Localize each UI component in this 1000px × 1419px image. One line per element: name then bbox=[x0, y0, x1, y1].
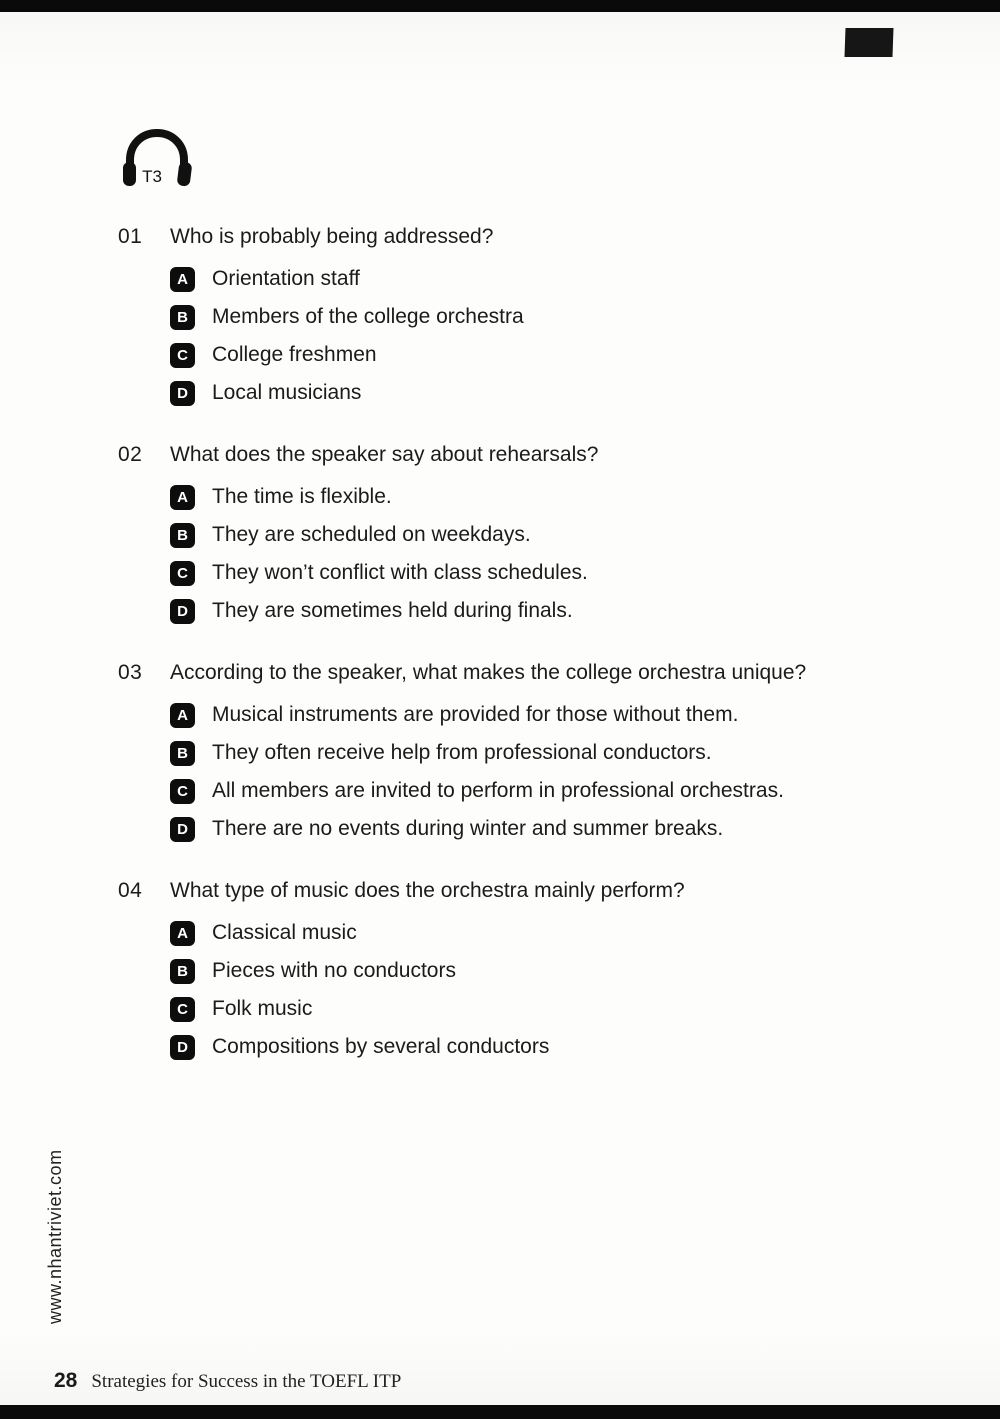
option-row bbox=[170, 696, 898, 734]
bottom-scan-bar bbox=[0, 1405, 1000, 1419]
option-text: The time is flexible. bbox=[212, 485, 392, 508]
page-content bbox=[118, 126, 898, 1066]
option-row bbox=[170, 298, 898, 336]
question-number: 04 bbox=[118, 879, 143, 902]
question-body bbox=[170, 436, 898, 630]
option-badge: B bbox=[170, 741, 195, 766]
option-text: Members of the college orchestra bbox=[212, 305, 524, 328]
option-row bbox=[170, 374, 898, 412]
question-body bbox=[170, 654, 898, 848]
option-badge: D bbox=[170, 381, 195, 406]
option-text: Orientation staff bbox=[212, 267, 360, 290]
question-text: What does the speaker say about rehearsals? bbox=[170, 443, 599, 466]
option-text: Musical instruments are provided for those without them. bbox=[212, 703, 739, 726]
option-row bbox=[170, 990, 898, 1028]
option-text: Local musicians bbox=[212, 381, 362, 404]
question-body bbox=[170, 218, 898, 412]
option-row bbox=[170, 734, 898, 772]
question-body bbox=[170, 872, 898, 1066]
option-text: Pieces with no conductors bbox=[212, 959, 456, 982]
track-label: T3 bbox=[142, 167, 162, 186]
headphones-icon bbox=[118, 126, 196, 192]
book-title: Strategies for Success in the TOEFL ITP bbox=[91, 1371, 402, 1392]
question-item bbox=[118, 654, 898, 848]
top-scan-bar bbox=[0, 0, 1000, 12]
option-row bbox=[170, 516, 898, 554]
option-text: All members are invited to perform in professional orchestras. bbox=[212, 779, 784, 802]
option-badge: C bbox=[170, 561, 195, 586]
option-row bbox=[170, 772, 898, 810]
option-badge: A bbox=[170, 921, 195, 946]
option-badge: A bbox=[170, 267, 195, 292]
option-text: College freshmen bbox=[212, 343, 377, 366]
option-row bbox=[170, 952, 898, 990]
option-text: They won’t conflict with class schedules. bbox=[212, 561, 588, 584]
option-badge: C bbox=[170, 779, 195, 804]
question-number: 01 bbox=[118, 225, 143, 248]
option-row bbox=[170, 914, 898, 952]
question-text: According to the speaker, what makes the college orchestra unique? bbox=[170, 661, 807, 684]
option-badge: A bbox=[170, 703, 195, 728]
option-badge: B bbox=[170, 523, 195, 548]
option-badge: C bbox=[170, 343, 195, 368]
option-text: There are no events during winter and summer breaks. bbox=[212, 817, 724, 840]
option-text: They are sometimes held during finals. bbox=[212, 599, 573, 622]
option-row bbox=[170, 554, 898, 592]
corner-scan-mark bbox=[844, 28, 893, 57]
publisher-url-vertical: www.nhantriviet.com bbox=[45, 1149, 65, 1324]
question-number: 03 bbox=[118, 661, 143, 684]
question-item bbox=[118, 436, 898, 630]
page-number: 28 bbox=[54, 1369, 78, 1392]
option-row bbox=[170, 592, 898, 630]
question-number: 02 bbox=[118, 443, 143, 466]
option-row bbox=[170, 1028, 898, 1066]
option-row bbox=[170, 336, 898, 374]
option-row bbox=[170, 810, 898, 848]
option-badge: A bbox=[170, 485, 195, 510]
option-badge: D bbox=[170, 1035, 195, 1060]
option-text: They often receive help from professional conductors. bbox=[212, 741, 712, 764]
option-row bbox=[170, 478, 898, 516]
audio-track-marker bbox=[118, 126, 196, 192]
option-text: Compositions by several conductors bbox=[212, 1035, 550, 1058]
question-text: What type of music does the orchestra mainly perform? bbox=[170, 879, 685, 902]
option-badge: B bbox=[170, 959, 195, 984]
option-badge: B bbox=[170, 305, 195, 330]
option-text: Folk music bbox=[212, 997, 313, 1020]
option-badge: D bbox=[170, 817, 195, 842]
option-badge: C bbox=[170, 997, 195, 1022]
page-footer bbox=[54, 1369, 401, 1393]
question-text: Who is probably being addressed? bbox=[170, 225, 494, 248]
question-item bbox=[118, 872, 898, 1066]
option-text: They are scheduled on weekdays. bbox=[212, 523, 531, 546]
option-text: Classical music bbox=[212, 921, 357, 944]
option-badge: D bbox=[170, 599, 195, 624]
question-item bbox=[118, 218, 898, 412]
option-row bbox=[170, 260, 898, 298]
